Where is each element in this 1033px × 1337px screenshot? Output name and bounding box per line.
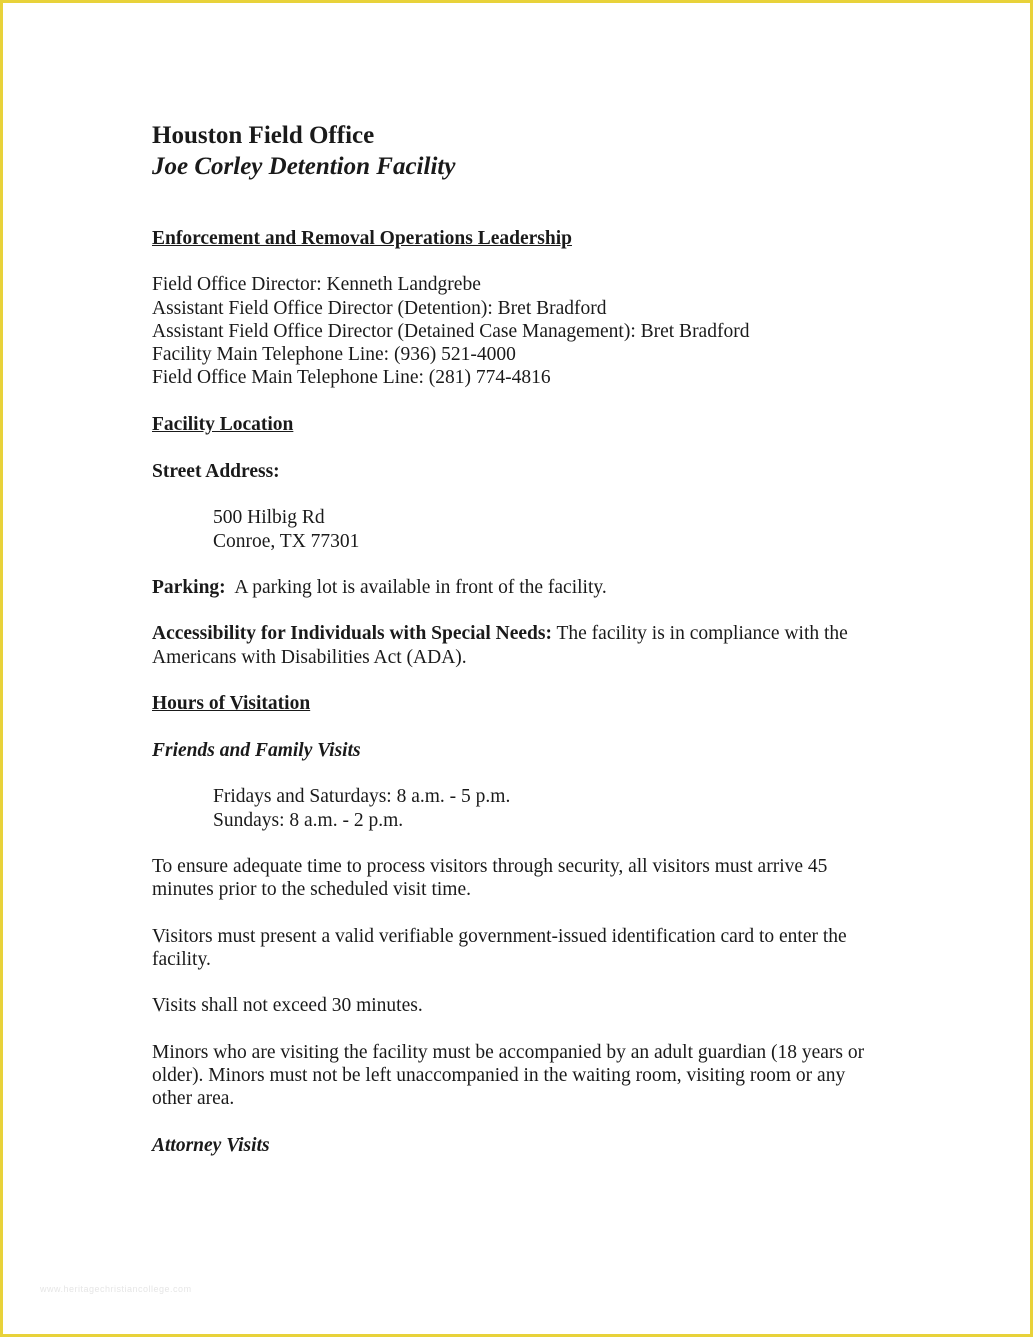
accessibility-label: Accessibility for Individuals with Special Needs:: [152, 623, 552, 645]
leadership-line: Field Office Director: Kenneth Landgrebe: [152, 274, 481, 296]
minors-paragraph: Minors who are visiting the facility must be accompanied by an adult guardian (18 years or older). Minors must not be left unaccompanied in the waiting room, visiting room or any other area.: [152, 1041, 865, 1110]
document-body: [152, 120, 892, 1158]
parking-paragraph: [152, 576, 892, 599]
leadership-line: Assistant Field Office Director (Detention): Bret Bradford: [152, 297, 607, 319]
arrival-paragraph: To ensure adequate time to process visitors through security, all visitors must arrive 45 minutes prior to the scheduled visit time.: [152, 856, 828, 901]
location-heading: Facility Location: [152, 413, 294, 435]
identification-paragraph: Visitors must present a valid verifiable government-issued identification card to enter the facility.: [152, 925, 847, 970]
visiting-hours: [152, 785, 892, 832]
leadership-list: [152, 273, 892, 389]
duration-paragraph: Visits shall not exceed 30 minutes.: [152, 995, 423, 1017]
leadership-line: Facility Main Telephone Line: (936) 521-4000: [152, 344, 516, 366]
street-address: [152, 506, 892, 553]
parking-text: A parking lot is available in front of the facility.: [225, 576, 607, 598]
friends-family-heading: Friends and Family Visits: [152, 740, 361, 762]
street-address-label: Street Address:: [152, 461, 280, 483]
hours-line-1: Fridays and Saturdays: 8 a.m. - 5 p.m.: [213, 786, 511, 808]
accessibility-paragraph: [152, 622, 887, 669]
accessibility-text: The facility is in compliance with the Americans with Disabilities Act (ADA).: [152, 623, 848, 668]
parking-label: Parking:: [152, 576, 226, 598]
hours-line-2: Sundays: 8 a.m. - 2 p.m.: [213, 809, 404, 831]
address-line-1: 500 Hilbig Rd: [213, 507, 325, 529]
leadership-line: Assistant Field Office Director (Detained Case Management): Bret Bradford: [152, 320, 750, 342]
address-line-2: Conroe, TX 77301: [213, 530, 360, 552]
watermark: www.heritagechristiancollege.com: [40, 1284, 192, 1294]
visitation-heading: Hours of Visitation: [152, 692, 311, 714]
document-subtitle: Joe Corley Detention Facility: [152, 153, 456, 180]
leadership-line: Field Office Main Telephone Line: (281) 774-4816: [152, 367, 551, 389]
document-title: Houston Field Office: [152, 122, 375, 149]
attorney-visits-heading: Attorney Visits: [152, 1135, 270, 1157]
leadership-heading: Enforcement and Removal Operations Leadership: [152, 228, 572, 249]
